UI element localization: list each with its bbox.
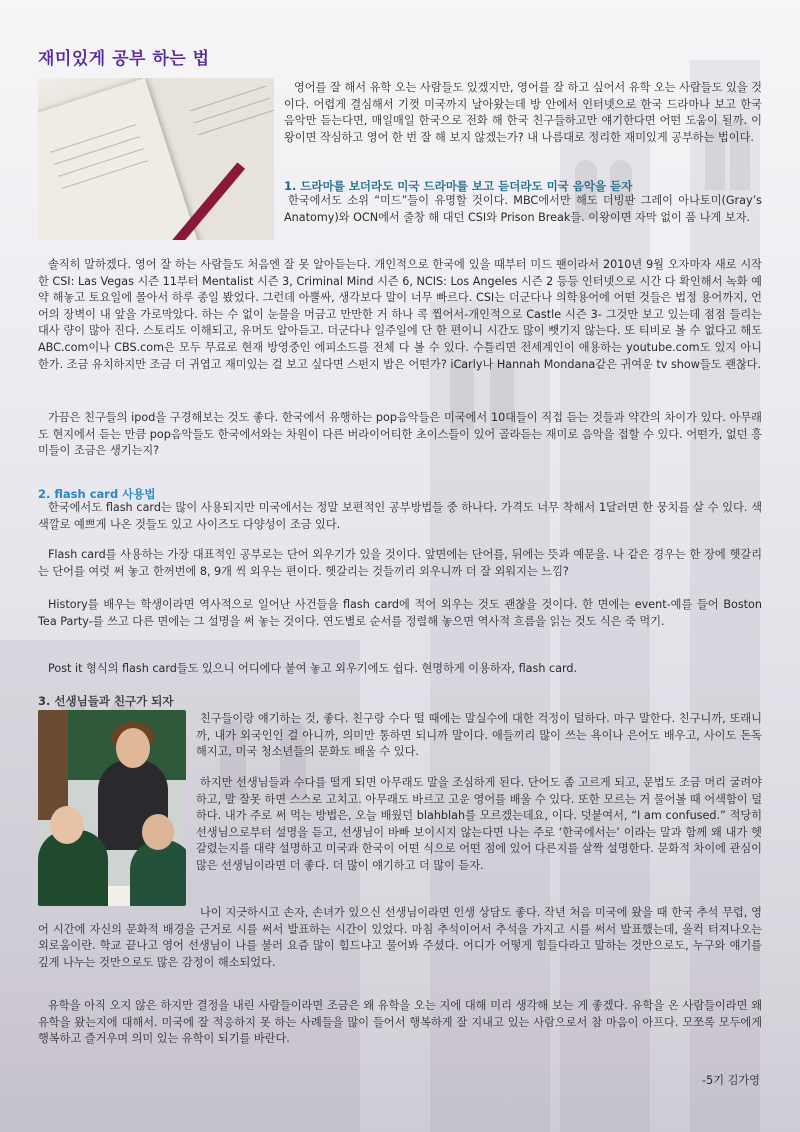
open-book-image — [38, 78, 274, 240]
section2-paragraph-4: Post it 형식의 flash card들도 있으니 어디에다 붙여 놓고 외우기에도 쉽다. 현명하게 이용하자, flash card. — [48, 662, 578, 675]
section1-heading: 1. 드라마를 보더라도 미국 드라마를 보고 듣더라도 미국 음악을 듣자 — [284, 179, 633, 193]
section3-paragraph-3: 나이 지긋하시고 손자, 손녀가 있으신 선생님이라면 인생 상담도 좋다. 작년 처음 미국에 왔을 때 한국 추석 무렵, 영어 시간에 자신의 문화적 배경을 근거로 시를 써서 발표하는 시간이 있었다. 마침 추석이어서 추석을 가지고 시를 써서 발표했는데, 울컥 터져나오는 외로움이란. 학교 끝나고 영어 선생님이 나를 불러 요즘 많이 힘드냐고 물어봐 주셨다. 어디가 어떻게 힘들다라고 말하는 것만으로도, 누구와 얘기를 깊게 나누는 것만으로도 많은 감정이 해소되었다. — [38, 906, 762, 969]
section1-paragraph-2: 솔직히 말하겠다. 영어 잘 하는 사람들도 처음엔 잘 못 알아듣는다. 개인적으로 한국에 있을 때부터 미드 팬이라서 2010년 9월 오자마자 새로 시작한 CSI: Las Vegas 시즌 11부터 Mentalist 시즌 3, Criminal Mind 시즌 6, NCIS: Los Angeles 시즌 2 등등 인터넷으로 시간 다 확인해서 녹화 예약 해놓고 토요일에 몰아서 하루 종일 봤었다. 그런데 아뿔싸, 생각보다 말이 너무 빠르다. CSI는 더군다나 의학용어에 어떤 것들은 법정 용어까지, 언어의 장벽이 내 앞을 가로막았다. 하는 수 없이 눈물을 머금고 만만한 거 하나 콕 찝어서-개인적으로 Castle 시즌 3- 그것만 보고 있는데 점점 들리는 대사 량이 많아 진다. 스토리도 이해되고, 유머도 알아듣고. 더군다나 일주일에 단 한 편이니 시간도 많이 뺏기지 않는다. 또 티비로 볼 수 없다고 해도 ABC.com이나 CBS.com은 모두 무료로 현재 방영중인 에피소드를 전체 다 볼 수 있다. 수틀리면 전세계인이 애용하는 youtube.com도 있지 아니한가. 조금 유치하지만 조금 더 귀엽고 재미있는 걸 보고 싶다면 스펀지 밥은 어떤가? iCarly나 Hannah Mondana같은 귀여운 tv show들도 괜찮다. — [38, 258, 762, 371]
section1-paragraph-1: 한국에서도 소위 “미드”들이 유명할 것이다. MBC에서만 해도 더빙판 그레이 아나토미(Gray’s Anatomy)와 OCN에서 줄창 해 대던 CSI와 Prison Break들. 이왕이면 자막 없이 품 나게 보자. — [284, 194, 762, 224]
section1-paragraph-3: 가끔은 친구들의 ipod을 구경해보는 것도 좋다. 한국에서 유행하는 pop음악들은 미국에서 10대들이 직접 듣는 것들과 약간의 차이가 있다. 아무래도 현지에서 듣는 만큼 pop음악들도 한국에서와는 차원이 다른 버라이어티한 초이스들이 있어 골라듣는 재미로 음악을 접할 수 있다. 어떤가, 없던 흥미들이 조금은 생기는지? — [38, 411, 762, 458]
section3-paragraph-2: 하지만 선생님들과 수다를 떨게 되면 아무래도 말을 조심하게 된다. 단어도 좀 고르게 되고, 문법도 조금 머리 굴려야 하고, 말 잘못 하면 스스로 고치고. 아무래도 바르고 고운 영어를 배울 수 있다. 또한 모르는 거 물어볼 때 어색함이 덜하다. 내가 주로 써 먹는 방법은, 오늘 배웠던 blahblah를 모르겠는데요, 이다. 덧붙여서, “I am confused.” 적당히 선생님으로부터 설명을 듣고, 선생님이 바빠 보이시지 않는다면 나는 주로 ‘한국에서는’ 이라는 말과 함께 왜 내가 헷갈렸는지를 대략 설명하고 미국과 한국이 어떤 식으로 어떤 점에 있어 다른지를 살짝 설명한다. 문화적 차이에 관심이 많은 선생님이라면 더 좋다. 더 많이 얘기하고 더 많이 듣자. — [196, 776, 762, 872]
page-title: 재미있게 공부 하는 법 — [38, 49, 210, 69]
section3-paragraph-1: 친구들이랑 얘기하는 것, 좋다. 친구랑 수다 떨 때에는 말실수에 대한 걱정이 덜하다. 마구 말한다. 친구니까, 또래니까, 내가 외국인인 걸 아니까, 의미만 통하면 되니까 말이다. 애들끼리 많이 쓰는 욕이나 은어도 배우고, 사이도 돈독해지고, 미국 청소년들의 문화도 배울 수 있다. — [196, 712, 762, 759]
intro-paragraph: 영어를 잘 해서 유학 오는 사람들도 있겠지만, 영어를 잘 하고 싶어서 유학 오는 사람들도 있을 것이다. 어렵게 결심해서 기껏 미국까지 날아왔는데 방 안에서 인터넷으로 한국 드라마나 보고 한국 음악만 듣는다면, 매일매일 한국으로 전화 해 한국 친구들하고만 얘기한다면 어떤 도움이 될까. 이왕이면 작심하고 영어 한 번 잘 해 보지 않겠는가? 내 나름대로 정리한 재미있게 공부하는 법이다. — [284, 81, 762, 144]
classroom-photo — [38, 710, 186, 906]
section2-heading: 2. flash card 사용법 — [38, 487, 156, 501]
section2-paragraph-1: 한국에서도 flash card는 많이 사용되지만 미국에서는 정말 보편적인 공부방법들 중 하나다. 가격도 너무 착해서 1달러면 한 뭉치를 살 수 있다. 색색깔로 예쁘게 나온 것들도 있고 사이즈도 다양성이 조금 있다. — [38, 501, 762, 531]
section3-paragraph-4: 유학을 아직 오지 않은 하지만 결정을 내린 사람들이라면 조금은 왜 유학을 오는 지에 대해 미리 생각해 보는 게 좋겠다. 유학을 온 사람들이라면 왜 유학을 왔는지에 대해서. 미국에 잘 적응하지 못 하는 사례들을 많이 들어서 행복하게 잘 지내고 있는 사람으로서 참 마음이 아프다. 모쪼록 모두에게 행복하고 즐거우며 의미 있는 유학이 되기를 바란다. — [38, 999, 762, 1046]
section2-paragraph-3: History를 배우는 학생이라면 역사적으로 일어난 사건들을 flash card에 적어 외우는 것도 괜찮을 것이다. 한 면에는 event-예를 들어 Boston Tea Party-를 쓰고 다른 면에는 그 설명을 써 놓는 것이다. 연도별로 순서를 정렬해 놓으면 역사적 흐름을 읽는 것도 식은 죽 먹기. — [38, 598, 762, 628]
section2-paragraph-2: Flash card를 사용하는 가장 대표적인 공부로는 단어 외우기가 있을 것이다. 앞면에는 단어를, 뒤에는 뜻과 예문을. 나 같은 경우는 한 장에 헷갈리는 단어를 여럿 써 놓고 한꺼번에 8, 9개 씩 외우는 편이다. 헷갈리는 것들끼리 외우니까 더 잘 외워지는 느낌? — [38, 548, 762, 578]
section3-heading: 3. 선생님들과 친구가 되자 — [38, 694, 174, 708]
author-signature: -5기 김가영 — [702, 1074, 760, 1087]
